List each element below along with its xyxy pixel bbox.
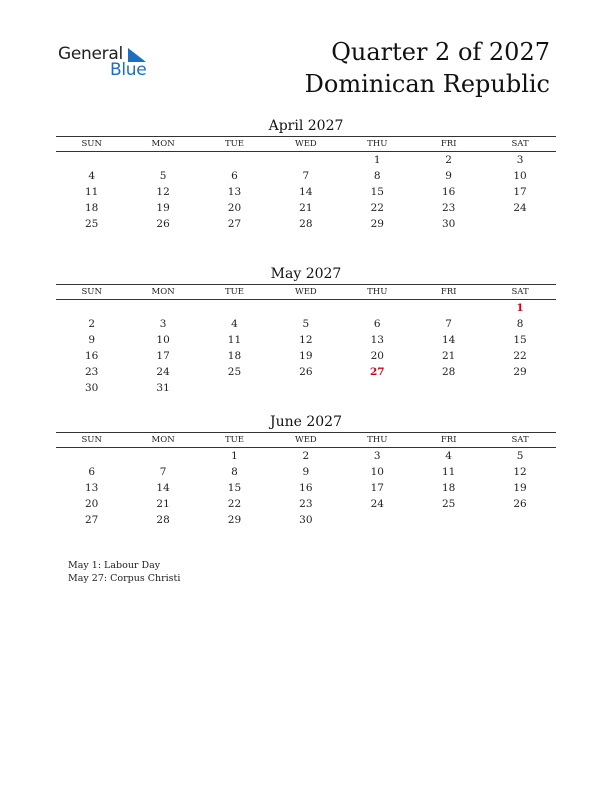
day-cell: 31	[156, 382, 170, 394]
day-cell: 8	[516, 318, 524, 330]
holiday-note: May 1: Labour Day	[68, 560, 161, 571]
day-cell: 19	[156, 202, 170, 214]
day-cell: 5	[302, 318, 310, 330]
day-cell: 5	[516, 450, 524, 462]
weekday-label: WED	[294, 435, 317, 445]
day-cell: 9	[88, 334, 96, 346]
weekday-label: SAT	[511, 139, 529, 149]
weekday-label: SUN	[81, 139, 102, 149]
day-cell: 16	[85, 350, 99, 362]
week-row	[56, 496, 556, 512]
day-cell: 14	[156, 482, 170, 494]
week-row	[56, 512, 556, 528]
weekday-label: MON	[151, 435, 175, 445]
day-cell: 30	[441, 218, 456, 230]
weekday-label: FRI	[440, 435, 457, 445]
logo-text-general: General	[58, 44, 123, 64]
day-cell	[199, 380, 270, 396]
month-june	[56, 413, 556, 528]
day-cell: 13	[370, 334, 384, 346]
week-row	[56, 152, 556, 168]
day-cell: 24	[370, 498, 384, 510]
day-cell	[484, 216, 555, 232]
day-cell: 28	[299, 218, 313, 230]
day-cell: 18	[85, 202, 99, 214]
day-cell: 23	[85, 366, 99, 378]
day-cell: 19	[299, 350, 313, 362]
week-row	[56, 464, 556, 480]
day-cell: 22	[227, 498, 242, 510]
day-cell: 13	[227, 186, 242, 198]
day-cell	[342, 380, 413, 396]
day-cell: 25	[85, 218, 99, 230]
day-cell	[127, 152, 198, 168]
weekday-label: THU	[367, 287, 388, 297]
day-cell: 5	[159, 170, 167, 182]
day-cell: 20	[227, 202, 242, 214]
day-cell: 7	[445, 318, 452, 330]
weekday-label: SAT	[511, 287, 529, 297]
day-cell: 10	[370, 466, 384, 478]
weekday-label: SAT	[511, 435, 529, 445]
day-cell	[199, 152, 270, 168]
day-cell: 13	[85, 482, 99, 494]
day-cell: 16	[441, 186, 456, 198]
weekday-label: WED	[294, 139, 317, 149]
month-may	[56, 265, 556, 396]
day-cell: 3	[373, 450, 381, 462]
day-cell	[56, 152, 127, 168]
day-cell: 10	[513, 170, 527, 182]
day-cell	[484, 380, 555, 396]
day-cell: 9	[445, 170, 452, 182]
week-row	[56, 332, 556, 348]
day-cell	[270, 380, 341, 396]
day-cell: 21	[299, 202, 313, 214]
day-cell: 17	[370, 482, 384, 494]
day-cell: 2	[445, 154, 452, 166]
day-cell: 4	[231, 318, 238, 330]
day-cell: 12	[299, 334, 313, 346]
weekday-label: FRI	[440, 287, 457, 297]
day-cell: 20	[85, 498, 99, 510]
day-cell	[413, 300, 484, 316]
day-cell: 6	[88, 466, 96, 478]
day-cell: 3	[516, 154, 524, 166]
day-cell: 4	[445, 450, 452, 462]
day-cell: 12	[156, 186, 170, 198]
weekday-label: MON	[151, 139, 175, 149]
week-row	[56, 480, 556, 496]
day-cell	[270, 152, 341, 168]
month-title: May 2027	[270, 266, 342, 282]
day-cell	[342, 512, 413, 528]
day-cell: 23	[299, 498, 313, 510]
day-cell: 11	[441, 466, 456, 478]
week-row	[56, 168, 556, 184]
day-cell: 6	[231, 170, 238, 182]
day-cell: 24	[513, 202, 527, 214]
day-cell: 29	[227, 514, 242, 526]
day-cell: 1	[373, 154, 381, 166]
weekday-label: THU	[367, 435, 388, 445]
day-cell: 2	[88, 318, 96, 330]
weekday-header	[56, 284, 556, 300]
week-row	[56, 184, 556, 200]
day-cell	[127, 300, 198, 316]
day-cell: 19	[513, 482, 527, 494]
week-row	[56, 348, 556, 364]
day-cell: 27	[227, 218, 242, 230]
title-country: Dominican Republic	[304, 70, 550, 98]
day-cell: 21	[156, 498, 170, 510]
day-cell: 28	[156, 514, 170, 526]
day-cell: 21	[441, 350, 456, 362]
week-row	[56, 200, 556, 216]
day-cell: 2	[302, 450, 310, 462]
day-cell: 16	[299, 482, 313, 494]
day-cell: 22	[513, 350, 527, 362]
day-cell: 8	[373, 170, 381, 182]
holiday-day-cell: 27	[369, 366, 385, 378]
day-cell: 26	[156, 218, 170, 230]
weekday-header	[56, 432, 556, 448]
day-cell	[413, 512, 484, 528]
day-cell: 29	[370, 218, 384, 230]
day-cell: 11	[227, 334, 242, 346]
weekday-header	[56, 136, 556, 152]
day-cell: 26	[299, 366, 313, 378]
day-cell: 15	[227, 482, 242, 494]
day-cell: 3	[159, 318, 167, 330]
day-cell	[127, 448, 198, 464]
week-row	[56, 448, 556, 464]
weekday-label: TUE	[224, 435, 244, 445]
day-cell: 26	[513, 498, 527, 510]
day-cell: 15	[370, 186, 384, 198]
day-cell: 11	[85, 186, 99, 198]
page-title	[305, 36, 550, 100]
day-cell: 12	[513, 466, 527, 478]
weekday-label: THU	[367, 139, 388, 149]
day-cell: 25	[441, 498, 456, 510]
day-cell: 9	[302, 466, 310, 478]
weekday-label: WED	[294, 287, 317, 297]
week-row	[56, 316, 556, 332]
title-quarter: Quarter 2 of 2027	[331, 38, 550, 66]
month-title: June 2027	[269, 414, 342, 430]
day-cell: 22	[370, 202, 384, 214]
day-cell	[270, 300, 341, 316]
day-cell: 4	[88, 170, 96, 182]
day-cell: 17	[513, 186, 527, 198]
weekday-label: TUE	[224, 287, 244, 297]
day-cell: 18	[441, 482, 456, 494]
day-cell	[484, 512, 555, 528]
weekday-label: SUN	[81, 435, 102, 445]
holiday-note: May 27: Corpus Christi	[68, 573, 181, 584]
holiday-day-cell: 1	[516, 302, 524, 314]
day-cell: 20	[370, 350, 384, 362]
day-cell: 14	[441, 334, 456, 346]
week-row	[56, 380, 556, 396]
day-cell	[56, 448, 127, 464]
day-cell: 6	[373, 318, 381, 330]
generalblue-logo	[58, 44, 178, 84]
day-cell	[199, 300, 270, 316]
day-cell: 29	[513, 366, 527, 378]
day-cell: 27	[85, 514, 99, 526]
weekday-label: SUN	[81, 287, 102, 297]
day-cell: 7	[159, 466, 167, 478]
day-cell: 17	[156, 350, 170, 362]
day-cell: 1	[231, 450, 238, 462]
day-cell: 24	[156, 366, 170, 378]
logo-text-blue: Blue	[110, 60, 147, 80]
day-cell: 15	[513, 334, 527, 346]
day-cell: 30	[299, 514, 313, 526]
day-cell: 28	[441, 366, 456, 378]
month-april	[56, 117, 556, 232]
week-row	[56, 216, 556, 232]
day-cell: 23	[441, 202, 456, 214]
day-cell: 7	[302, 170, 310, 182]
day-cell: 25	[227, 366, 242, 378]
week-row	[56, 300, 556, 316]
day-cell: 18	[227, 350, 242, 362]
day-cell	[413, 380, 484, 396]
week-row	[56, 364, 556, 380]
day-cell: 14	[299, 186, 313, 198]
day-cell	[342, 300, 413, 316]
day-cell	[56, 300, 127, 316]
weekday-label: MON	[151, 287, 175, 297]
weekday-label: FRI	[440, 139, 457, 149]
day-cell: 8	[231, 466, 238, 478]
day-cell: 10	[156, 334, 170, 346]
day-cell: 30	[85, 382, 99, 394]
holiday-notes	[68, 559, 180, 585]
weekday-label: TUE	[224, 139, 244, 149]
month-title: April 2027	[268, 118, 344, 134]
